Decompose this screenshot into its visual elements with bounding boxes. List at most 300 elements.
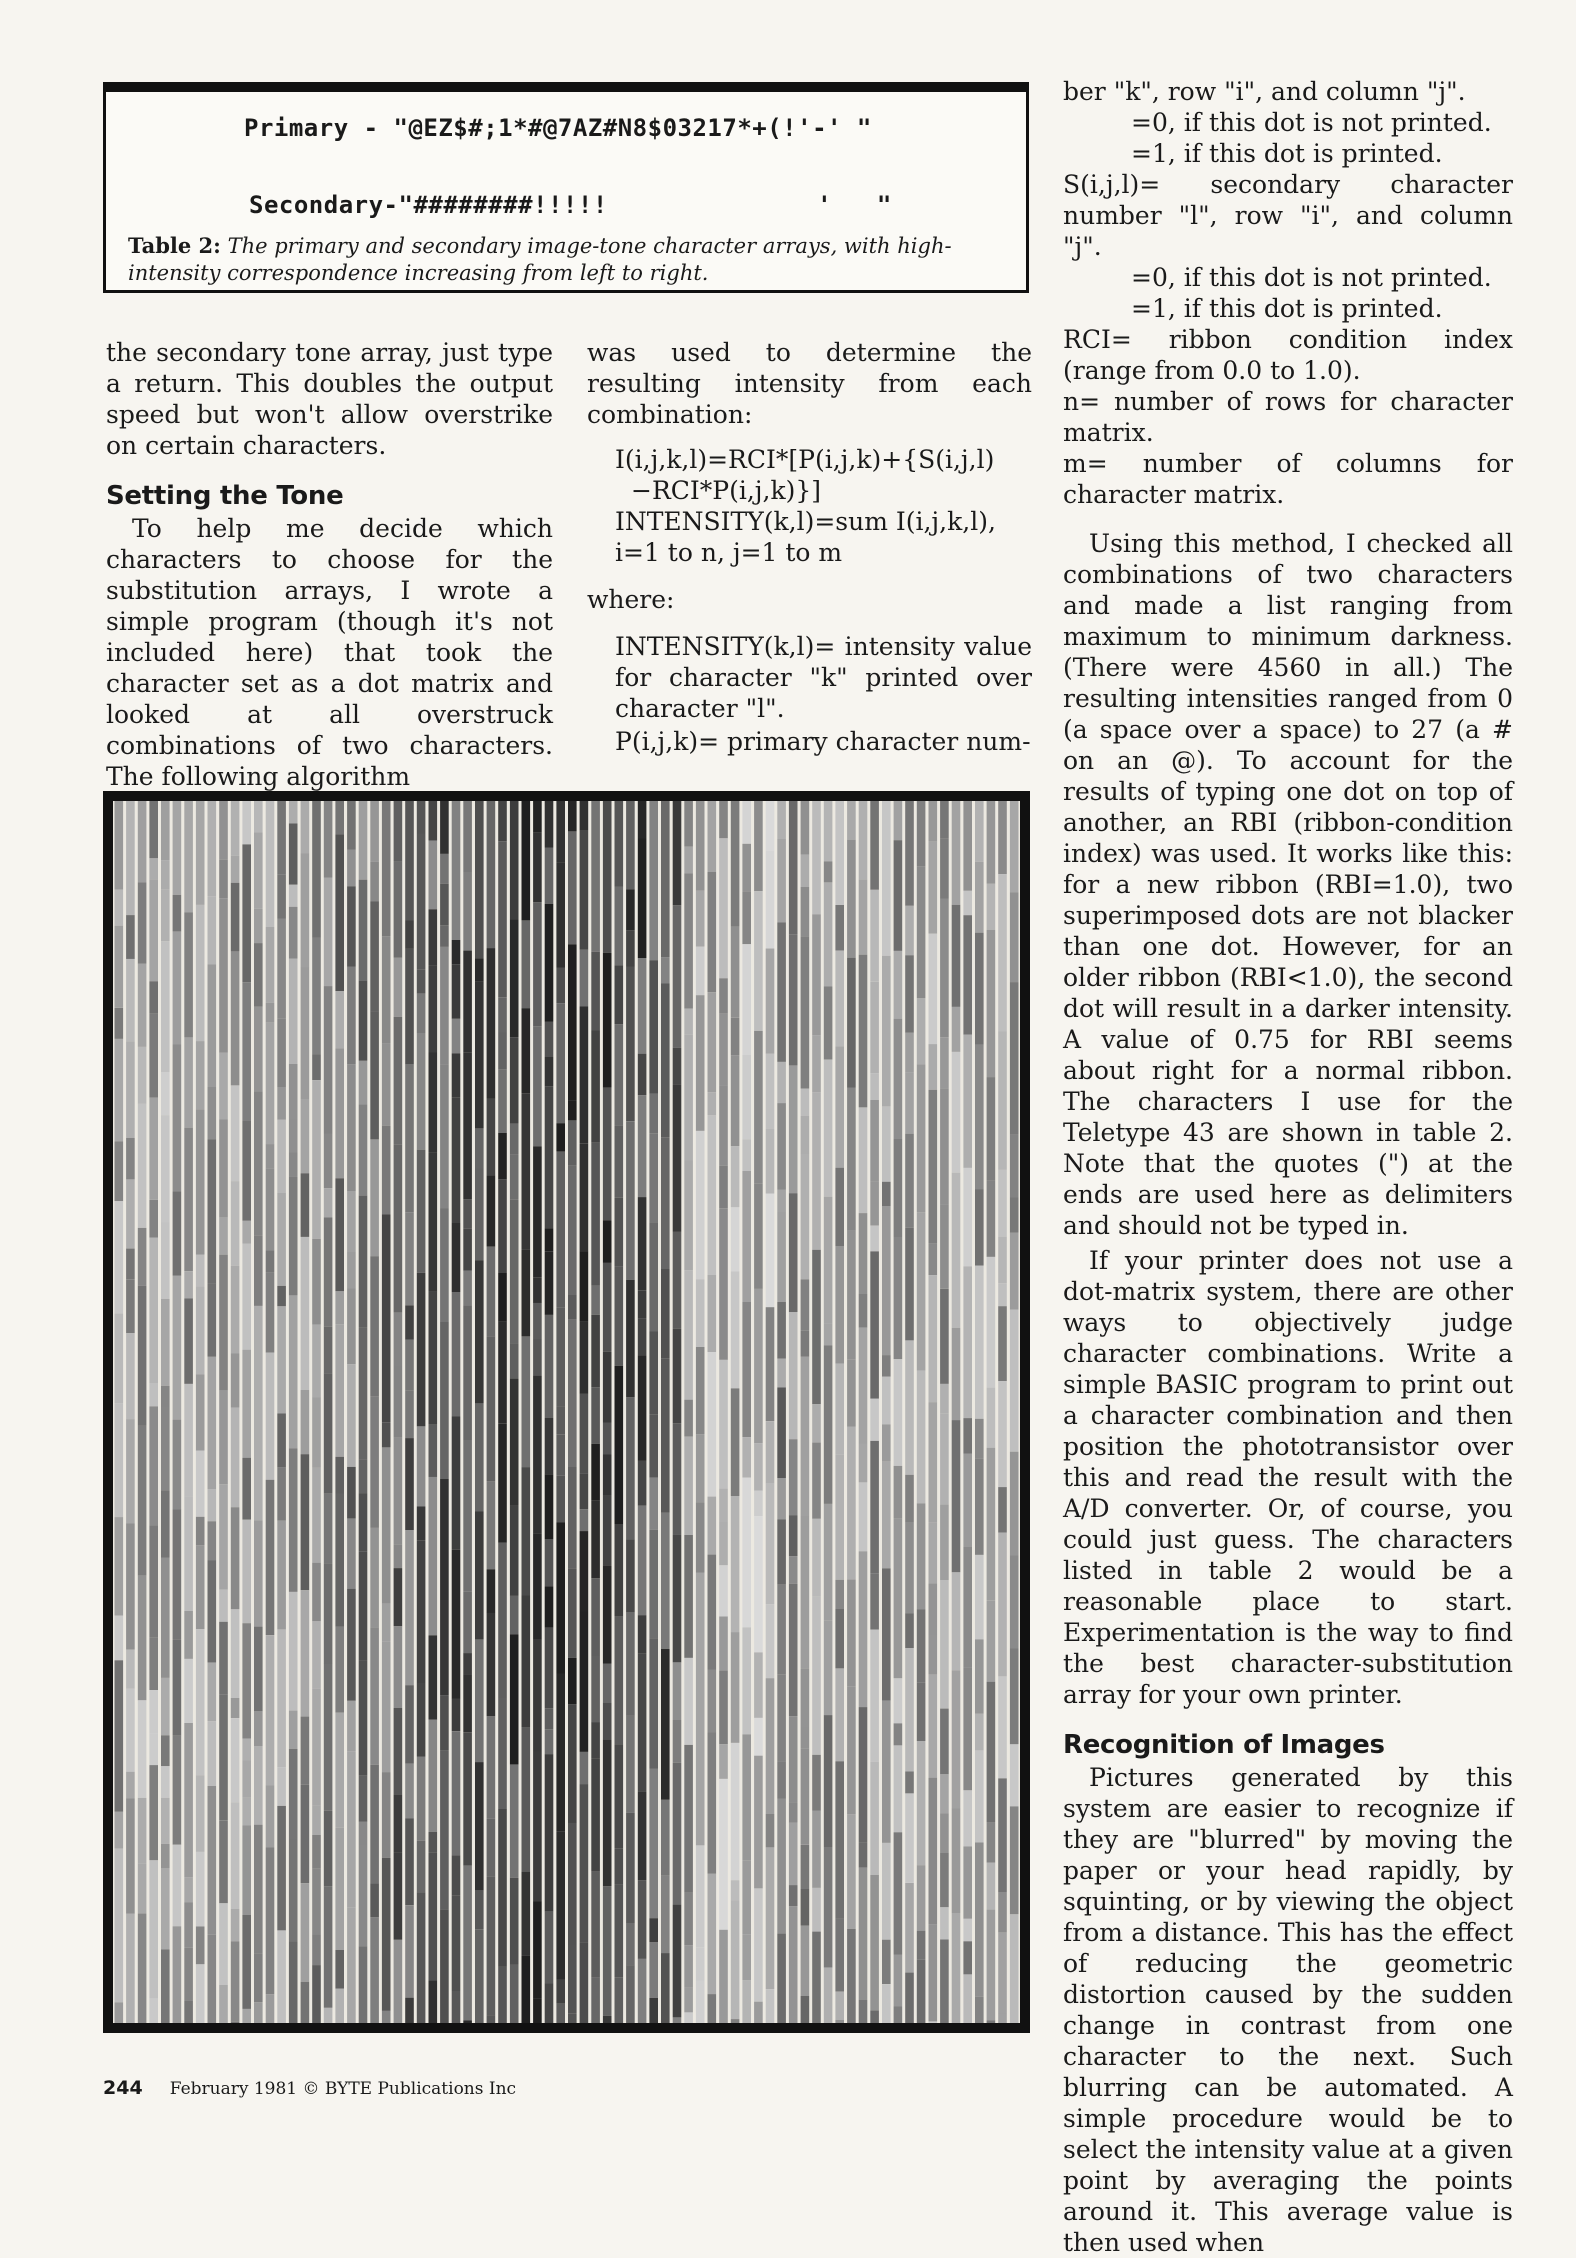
printout-char-strip: [138, 1047, 147, 1104]
printout-char-strip: [870, 801, 879, 890]
printout-char-strip: [242, 1458, 251, 1520]
printout-char-strip: [859, 1482, 868, 1551]
printout-char-strip: [312, 1563, 321, 1622]
printout-char-strip: [382, 1641, 391, 1772]
printout-char-strip: [638, 1291, 647, 1319]
printout-char-strip: [196, 1255, 205, 1287]
printout-char-strip: [126, 1524, 135, 1650]
printout-char-strip: [649, 1094, 658, 1134]
printout-char-strip: [545, 1252, 554, 1315]
printout-char-strip: [870, 1762, 879, 1875]
printout-char-strip: [545, 1729, 554, 1754]
printout-char-strip: [708, 992, 717, 1092]
printout-char-strip: [801, 1516, 810, 1668]
printout-char-strip: [359, 1946, 368, 2023]
printout-char-strip: [649, 1942, 658, 1998]
printout-char-strip: [661, 1875, 670, 1953]
printout-char-strip: [882, 801, 891, 956]
printout-char-strip: [603, 1566, 612, 1664]
printout-char-strip: [894, 1955, 903, 2007]
printout-char-strip: [742, 1478, 751, 1628]
printout-char-strip: [429, 909, 438, 965]
printout-char-strip: [382, 1604, 391, 1641]
definition-primary-zero: =0, if this dot is not printed.: [1131, 108, 1492, 137]
printout-char-strip: [882, 1424, 891, 1461]
printout-char-strip: [649, 1332, 658, 1415]
printout-char-strip: [766, 851, 775, 949]
printout-char-strip: [347, 1907, 356, 2023]
printout-char-strip: [731, 1880, 740, 1900]
printout-char-strip: [463, 1592, 472, 1653]
printout-char-strip: [126, 1041, 135, 1138]
printout-char-strip: [603, 1088, 612, 1221]
publication-line: February 1981 © BYTE Publications Inc: [169, 2079, 517, 2099]
printout-char-strip: [149, 1525, 158, 1637]
printout-char-strip: [719, 1671, 728, 1745]
printout-char-strip: [1010, 1198, 1019, 1233]
printout-char-strip: [975, 801, 984, 862]
printout-char-strip: [545, 1912, 554, 1983]
printout-char-strip: [161, 1735, 170, 1766]
printout-char-strip: [835, 1246, 844, 1364]
printout-char-strip: [161, 1798, 170, 1844]
printout-char-strip: [801, 887, 810, 936]
printout-char-strip: [522, 1336, 531, 1467]
printout-char-strip: [975, 1419, 984, 1459]
printout-char-strip: [754, 1652, 763, 1718]
printout-char-strip: [510, 1596, 519, 1635]
printout-char-strip: [533, 1303, 542, 1339]
formula-line-3: INTENSITY(k,l)=sum I(i,j,k,l),: [615, 507, 996, 536]
printout-char-strip: [847, 1231, 856, 1360]
printout-char-strip: [196, 905, 205, 1041]
printout-char-strip: [487, 1482, 496, 1570]
printout-char-strip: [963, 1941, 972, 1974]
printout-char-strip: [254, 1954, 263, 2002]
printout-char-strip: [929, 1924, 938, 2021]
printout-char-strip: [324, 1563, 333, 1664]
printout-char-strip: [347, 1191, 356, 1252]
printout-char-strip: [510, 919, 519, 1037]
printout-char-strip: [463, 1270, 472, 1305]
printout-char-strip: [347, 1751, 356, 1907]
printout-char-strip: [196, 1775, 205, 1852]
printout-char-strip: [766, 1604, 775, 1678]
printout-char-strip: [963, 1547, 972, 1667]
printout-char-strip: [277, 919, 286, 1019]
printout-char-strip: [975, 1459, 984, 1555]
printout-char-strip: [801, 1926, 810, 1996]
printout-char-strip: [626, 801, 635, 889]
printout-char-strip: [533, 1146, 542, 1277]
printout-char-strip: [208, 1721, 217, 1786]
printout-char-strip: [126, 1914, 135, 2023]
printout-char-strip: [417, 1892, 426, 2023]
printout-char-strip: [161, 889, 170, 941]
printout-char-strip: [987, 1682, 996, 1823]
printout-char-strip: [905, 1475, 914, 1522]
printout-char-strip: [940, 838, 949, 898]
printout-char-strip: [173, 1845, 182, 1927]
definition-secondary: S(i,j,l)= secondary character number "l", row "i", and column "j".: [1063, 170, 1513, 261]
printout-char-strip: [894, 1678, 903, 1723]
printout-char-strip: [568, 1823, 577, 1945]
printout-char-strip: [952, 1572, 961, 1670]
printout-char-strip: [824, 861, 833, 882]
printout-char-strip: [405, 1998, 414, 2023]
printout-char-strip: [429, 1832, 438, 1853]
printout-char-strip: [324, 1134, 333, 1189]
printout-char-strip: [335, 1291, 344, 1325]
printout-char-strip: [324, 1188, 333, 1217]
printout-char-strip: [766, 1989, 775, 2023]
printout-char-strip: [382, 801, 391, 936]
printout-char-strip: [696, 1279, 705, 1347]
printout-char-strip: [975, 1751, 984, 1843]
printout-char-strip: [591, 801, 600, 952]
printout-char-strip: [789, 1802, 798, 1823]
printout-char-strip: [498, 1133, 507, 1179]
printout-char-strip: [149, 1014, 158, 1098]
printout-char-strip: [394, 1940, 403, 2023]
printout-char-strip: [638, 1461, 647, 1506]
printout-char-strip: [219, 1590, 228, 1622]
printout-char-strip: [370, 801, 379, 862]
printout-char-strip: [963, 1790, 972, 1846]
printout-char-strip: [975, 1843, 984, 1997]
definition-primary-one: =1, if this dot is printed.: [1131, 139, 1443, 168]
printout-char-strip: [522, 1596, 531, 1728]
printout-char-strip: [556, 1307, 565, 1407]
printout-char-strip: [696, 1502, 705, 1572]
printout-char-strip: [452, 1019, 461, 1054]
printout-char-strip: [301, 1390, 310, 1454]
printout-char-strip: [208, 1786, 217, 1935]
printout-char-strip: [440, 801, 449, 854]
printout-char-strip: [649, 960, 658, 1093]
printout-char-strip: [987, 1388, 996, 1448]
printout-char-strip: [940, 1940, 949, 2024]
printout-char-strip: [998, 1306, 1007, 1381]
printout-char-strip: [161, 1844, 170, 1868]
printout-char-strip: [359, 1845, 368, 1946]
printout-char-strip: [475, 1403, 484, 1511]
printout-char-strip: [940, 1204, 949, 1289]
printout-char-strip: [1010, 982, 1019, 1135]
printout-char-strip: [975, 1266, 984, 1419]
printout-char-strip: [580, 1322, 589, 1394]
printout-char-strip: [940, 1505, 949, 1581]
printout-char-strip: [173, 1926, 182, 2023]
printout-char-strip: [777, 1388, 786, 1479]
printout-char-strip: [312, 1054, 321, 1080]
printout-char-strip: [359, 1822, 368, 1846]
printout-char-strip: [649, 1769, 658, 1919]
printout-char-strip: [347, 850, 356, 887]
printout-char-strip: [417, 1683, 426, 1757]
printout-char-strip: [812, 1443, 821, 1519]
printout-char-strip: [929, 1044, 938, 1090]
printout-char-strip: [115, 1201, 124, 1313]
printout-char-strip: [208, 1935, 217, 2023]
printout-char-strip: [684, 1400, 693, 1437]
printout-char-strip: [742, 844, 751, 892]
printout-char-strip: [452, 940, 461, 964]
printout-char-strip: [498, 841, 507, 997]
printout-char-strip: [905, 955, 914, 1032]
printout-char-strip: [754, 1289, 763, 1443]
printout-char-strip: [987, 2020, 996, 2023]
printout-char-strip: [254, 873, 263, 909]
printout-char-strip: [452, 1991, 461, 2023]
printout-char-strip: [347, 801, 356, 850]
printout-char-strip: [801, 855, 810, 888]
printout-char-strip: [847, 1579, 856, 1686]
formula-line-4: i=1 to n, j=1 to m: [615, 538, 843, 567]
printout-char-strip: [440, 925, 449, 947]
printout-char-strip: [510, 1343, 519, 1378]
printout-char-strip: [615, 1884, 624, 1977]
printout-char-strip: [952, 1913, 961, 2023]
definition-secondary-one: =1, if this dot is printed.: [1131, 294, 1443, 323]
printout-char-strip: [801, 1154, 810, 1279]
printout-char-strip: [777, 1302, 786, 1359]
printout-char-strip: [266, 1168, 275, 1250]
printout-char-strip: [754, 1888, 763, 2001]
col3-paragraph-1: Using this method, I checked all combinations of two characters and made a list ranging from maximum to minimum darkness. (There were 4560 in all.) The resulting intensities ranged from 0 (a space over a space) to 27 (a # on an @). To account for the results of typing one dot on top of another, an RBI (ribbon-condition index) was used. It works like this: for a new ribbon (RBI=1.0), two superimposed dots are not blacker than one dot. However, for an older ribbon (RBI<1.0), the second dot will result in a darker intensity. A value of 0.75 for RBI seems about right for a normal ribbon. The characters I use for the Teletype 43 are shown in table 2. Note that the quotes (") at the ends are used here as delimiters and should not be typed in.: [1063, 529, 1513, 1240]
printout-char-strip: [998, 1778, 1007, 1892]
printout-char-strip: [998, 1283, 1007, 1306]
printout-char-strip: [905, 1072, 914, 1134]
printout-char-strip: [789, 934, 798, 1065]
printout-char-strip: [452, 1731, 461, 1855]
printout-char-strip: [580, 950, 589, 1007]
printout-char-strip: [126, 801, 135, 915]
printout-char-strip: [673, 1763, 682, 1905]
printout-char-strip: [533, 1278, 542, 1303]
printout-char-strip: [522, 1728, 531, 1872]
printout-char-strip: [568, 1319, 577, 1467]
printout-char-strip: [289, 1177, 298, 1296]
printout-char-strip: [894, 1019, 903, 1139]
printout-char-strip: [510, 1506, 519, 1596]
printout-char-strip: [254, 1091, 263, 1236]
printout-char-strip: [208, 1560, 217, 1662]
printout-char-strip: [835, 1455, 844, 1580]
printout-char-strip: [998, 1932, 1007, 2013]
printout-char-strip: [289, 959, 298, 1065]
printout-char-strip: [696, 1131, 705, 1279]
printout-char-strip: [219, 898, 228, 1053]
printout-char-strip: [929, 1244, 938, 1276]
printout-char-strip: [626, 1121, 635, 1280]
printout-char-strip: [219, 1484, 228, 1589]
formula-line-2: −RCI*P(i,j,k)}]: [631, 476, 822, 505]
printout-char-strip: [603, 1220, 612, 1263]
printout-char-strip: [242, 2009, 251, 2023]
printout-char-strip: [440, 1064, 449, 1208]
printout-char-strip: [277, 1806, 286, 1931]
definitions-list: [587, 631, 1032, 757]
printout-char-strip: [940, 801, 949, 838]
printout-char-strip: [440, 884, 449, 925]
printout-char-strip: [1010, 1556, 1019, 1649]
printout-char-strip: [208, 896, 217, 964]
printout-char-strip: [649, 1134, 658, 1223]
printout-char-strip: [196, 1629, 205, 1775]
printout-char-strip: [963, 891, 972, 915]
printout-char-strip: [789, 1193, 798, 1312]
printout-char-strip: [905, 1228, 914, 1341]
printout-char-strip: [777, 1761, 786, 1799]
printout-char-strip: [917, 1960, 926, 2023]
printout-char-strip: [719, 1565, 728, 1616]
printout-char-strip: [463, 1866, 472, 2021]
printout-char-strip: [917, 866, 926, 998]
printout-char-strip: [115, 926, 124, 1008]
printout-char-strip: [998, 1031, 1007, 1170]
printout-char-strip: [277, 1767, 286, 1806]
printout-char-strip: [812, 1932, 821, 2023]
printout-char-strip: [161, 941, 170, 1072]
table-2-box: [103, 82, 1029, 293]
printout-char-strip: [742, 1302, 751, 1437]
printout-char-strip: [719, 1744, 728, 1779]
printout-char-strip: [184, 1659, 193, 1723]
printout-char-strip: [882, 1355, 891, 1377]
printout-char-strip: [673, 2017, 682, 2023]
printout-char-strip: [242, 1798, 251, 1826]
printout-char-strip: [824, 1323, 833, 1345]
printout-char-strip: [173, 1191, 182, 1275]
printout-char-strip: [498, 1542, 507, 1698]
printout-char-strip: [766, 1678, 775, 1814]
printout-char-strip: [963, 1168, 972, 1267]
printout-char-strip: [649, 1478, 658, 1530]
printout-char-strip: [882, 1843, 891, 1940]
printout-char-strip: [859, 1444, 868, 1483]
printout-char-strip: [429, 1635, 438, 1719]
printout-char-strip: [789, 1716, 798, 1802]
printout-char-strip: [382, 1043, 391, 1125]
printout-char-strip: [673, 1720, 682, 1763]
printout-char-strip: [684, 1161, 693, 1271]
printout-char-strip: [615, 887, 624, 965]
printout-char-strip: [556, 1003, 565, 1123]
printout-char-strip: [115, 1403, 124, 1517]
printout-char-strip: [929, 842, 938, 934]
printout-char-strip: [556, 1674, 565, 1832]
printout-char-strip: [742, 1171, 751, 1302]
printout-char-strip: [963, 1847, 972, 1919]
definition-intensity: INTENSITY(k,l)= intensity value for character "k" printed over character "l".: [615, 632, 1032, 723]
printout-char-strip: [533, 1640, 542, 1752]
printout-char-strip: [324, 1327, 333, 1374]
printout-char-strip: [777, 1103, 786, 1189]
printout-char-strip: [742, 1934, 751, 1980]
printout-char-strip: [812, 1888, 821, 1932]
printout-char-strip: [184, 1611, 193, 1659]
printout-char-strip: [987, 1257, 996, 1388]
printout-char-strip: [684, 873, 693, 1008]
printout-char-strip: [998, 1892, 1007, 1932]
printout-char-strip: [731, 1271, 740, 1388]
printout-char-strip: [138, 1863, 147, 1913]
printout-char-strip: [115, 801, 124, 890]
printout-char-strip: [324, 1218, 333, 1327]
printout-char-strip: [440, 1909, 449, 2023]
printout-char-strip: [475, 801, 484, 958]
printout-char-strip: [998, 1487, 1007, 1533]
printout-char-strip: [382, 1126, 391, 1214]
printout-char-strip: [556, 1476, 565, 1523]
printout-char-strip: [277, 875, 286, 919]
printout-char-strip: [452, 1855, 461, 1896]
printout-char-strip: [522, 1467, 531, 1595]
printout-char-strip: [673, 905, 682, 1047]
printout-char-strip: [126, 1799, 135, 1914]
printout-char-strip: [696, 1980, 705, 2023]
printout-char-strip: [545, 904, 554, 1022]
printout-char-strip: [126, 1419, 135, 1523]
printout-char-strip: [440, 1322, 449, 1479]
printout-char-strip: [591, 1656, 600, 1723]
printout-char-strip: [545, 1315, 554, 1418]
printout-char-strip: [615, 1977, 624, 2023]
printout-char-strip: [835, 1668, 844, 1761]
printout-char-strip: [615, 1744, 624, 1848]
printout-char-strip: [242, 1826, 251, 1916]
printout-char-strip: [370, 1011, 379, 1139]
printout-char-strip: [940, 1774, 949, 1813]
printout-char-strip: [510, 1765, 519, 1878]
printout-char-strip: [394, 801, 403, 862]
printout-char-strip: [568, 1568, 577, 1658]
printout-char-strip: [475, 1512, 484, 1640]
printout-char-strip: [335, 1325, 344, 1457]
printout-char-strip: [475, 1762, 484, 1890]
printout-char-strip: [498, 1424, 507, 1543]
printout-char-strip: [196, 1109, 205, 1254]
printout-char-strip: [498, 1179, 507, 1273]
printout-char-strip: [638, 1095, 647, 1197]
printout-char-strip: [615, 1125, 624, 1198]
printout-char-strip: [184, 801, 193, 912]
printout-char-strip: [429, 1853, 438, 1981]
printout-char-strip: [440, 1209, 449, 1323]
printout-char-strip: [208, 1087, 217, 1139]
printout-char-strip: [917, 1609, 926, 1683]
printout-char-strip: [487, 1716, 496, 1818]
printout-char-strip: [359, 1552, 368, 1661]
printout-char-strip: [963, 1454, 972, 1548]
printout-char-strip: [266, 1994, 275, 2023]
printout-char-strip: [196, 1927, 205, 1965]
printout-char-strip: [196, 1286, 205, 1374]
printout-char-strip: [789, 1906, 798, 2023]
printout-char-strip: [196, 801, 205, 905]
printout-char-strip: [696, 1434, 705, 1502]
printout-char-strip: [417, 994, 426, 1033]
printout-char-strip: [568, 1945, 577, 2013]
printout-char-strip: [417, 834, 426, 970]
printout-char-strip: [463, 872, 472, 951]
printout-char-strip: [556, 1832, 565, 1980]
printout-char-strip: [987, 930, 996, 1077]
printout-char-strip: [219, 1053, 228, 1120]
printout-char-strip: [580, 1251, 589, 1321]
printout-char-strip: [312, 1835, 321, 1868]
